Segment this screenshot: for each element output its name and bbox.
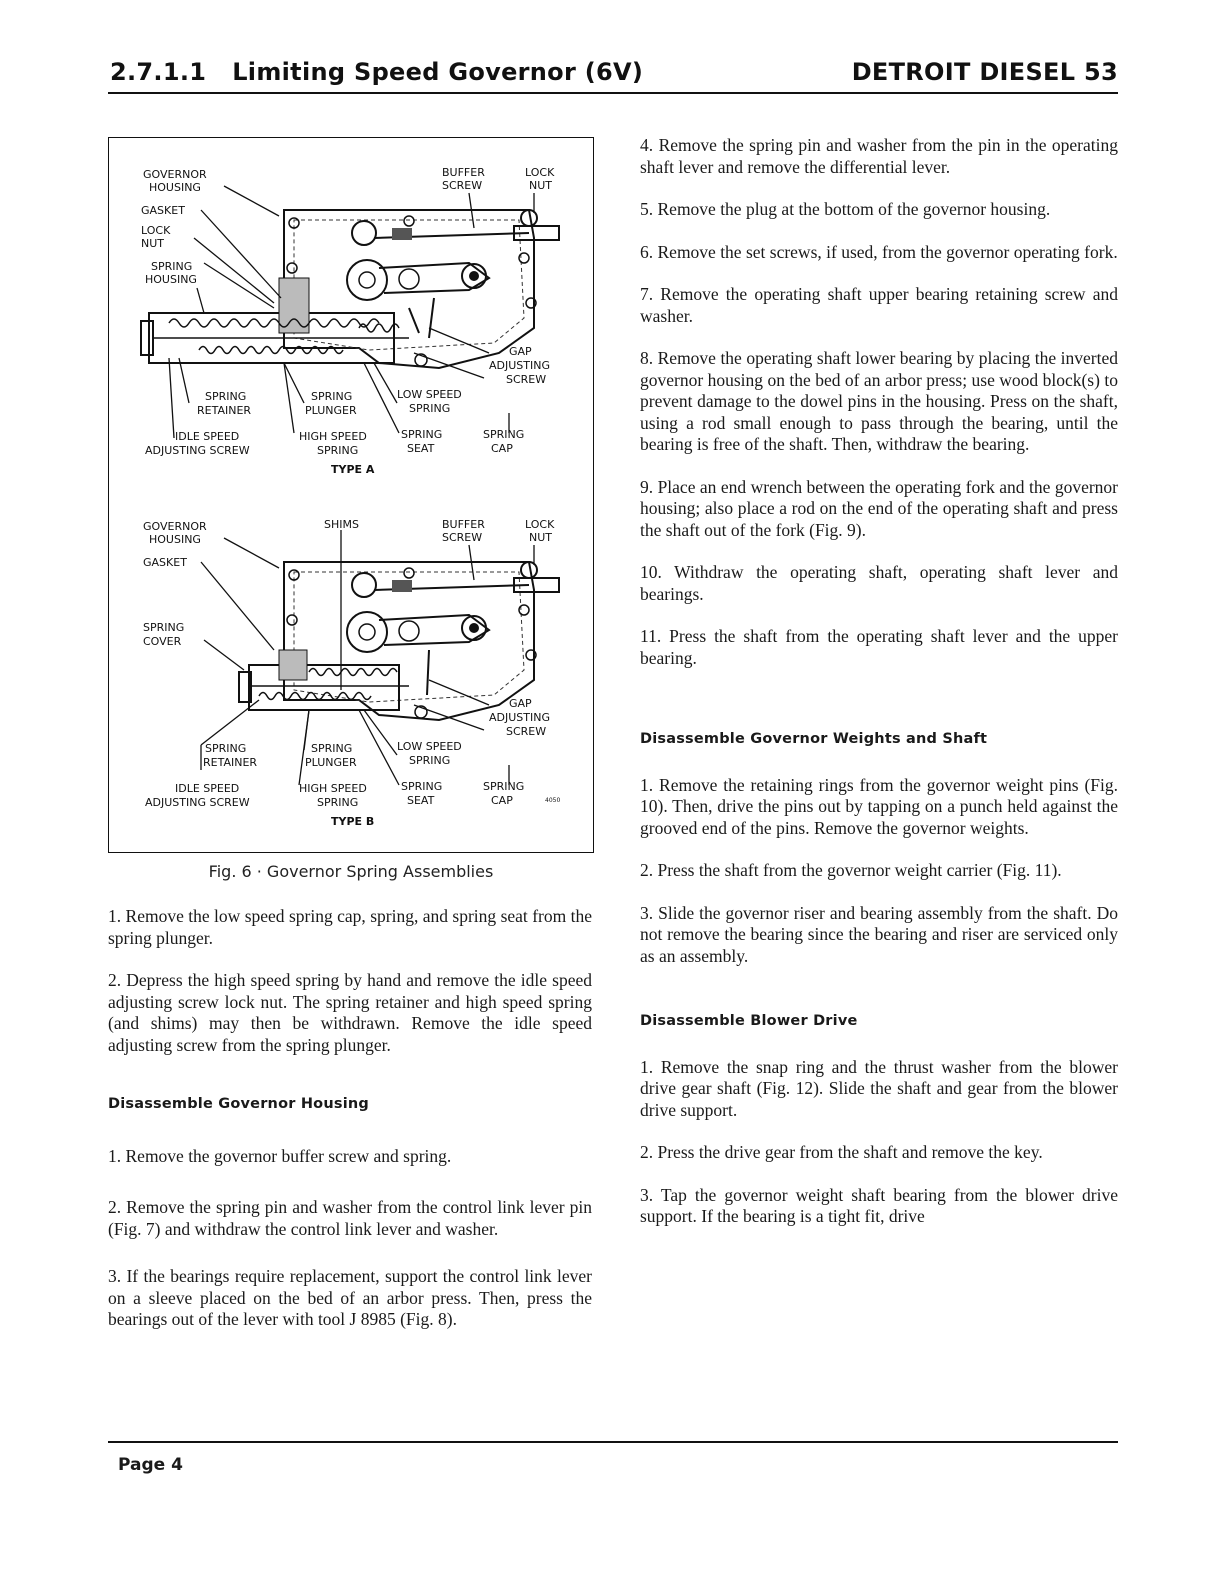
label-a-gap-2: ADJUSTING <box>489 359 550 372</box>
label-b-spring-cap-1: SPRING <box>483 780 525 793</box>
section-title: 2.7.1.1 Limiting Speed Governor (6V) <box>110 58 644 86</box>
label-b-spring-cover-1: SPRING <box>143 621 185 634</box>
label-a-spring-seat-2: SEAT <box>407 442 435 455</box>
label-b-high-speed-1: HIGH SPEED <box>299 782 367 795</box>
label-a-lock-nut-right-2: NUT <box>529 179 552 192</box>
label-a-gap-3: SCREW <box>506 373 547 386</box>
label-b-spring-retainer-2: RETAINER <box>203 756 258 769</box>
weights-step-1: 1. Remove the retaining rings from the governor weight pins (Fig. 10). Then, drive the pins out by tapping on a punch held against the grooved end of the pins. Remove the governor weights. <box>640 774 1118 838</box>
label-b-buffer-screw-2: SCREW <box>442 531 483 544</box>
label-a-gap-1: GAP <box>509 345 532 358</box>
label-type-a: TYPE A <box>331 463 375 476</box>
label-a-spring-plunger-1: SPRING <box>311 390 353 403</box>
blower-step-1: 1. Remove the snap ring and the thrust washer from the blower drive gear shaft (Fig. 12). Slide the shaft and gear from the blower drive support. <box>640 1056 1118 1120</box>
right-step-9: 9. Place an end wrench between the operating fork and the governor housing; also place a rod on the end of the operating shaft and press the shaft out of the fork (Fig. 9). <box>640 476 1118 540</box>
label-a-gasket: GASKET <box>141 204 185 217</box>
label-b-low-speed-1: LOW SPEED <box>397 740 462 753</box>
label-a-buffer-screw-1: BUFFER <box>442 166 485 179</box>
page-number: Page 4 <box>118 1455 183 1475</box>
heading-disassemble-blower-drive: Disassemble Blower Drive <box>640 1013 858 1029</box>
type-a-diagram <box>141 166 559 476</box>
type-b-diagram <box>143 518 560 828</box>
label-a-lock-nut-1: LOCK <box>141 224 171 237</box>
label-b-spring-seat-2: SEAT <box>407 794 435 807</box>
label-b-gap-1: GAP <box>509 697 532 710</box>
left-step-1: 1. Remove the low speed spring cap, spring, and spring seat from the spring plunger. <box>108 906 592 948</box>
label-a-spring-retainer-2: RETAINER <box>197 404 252 417</box>
label-a-governor-housing-1: GOVERNOR <box>143 168 207 181</box>
housing-step-1: 1. Remove the governor buffer screw and spring. <box>108 1145 452 1166</box>
right-step-5: 5. Remove the plug at the bottom of the governor housing. <box>640 199 1051 219</box>
label-a-low-speed-2: SPRING <box>409 402 451 415</box>
label-a-spring-retainer-1: SPRING <box>205 390 247 403</box>
right-step-4: 4. Remove the spring pin and washer from the pin in the operating shaft lever and remove the differential lever. <box>640 135 1118 177</box>
label-b-gasket: GASKET <box>143 556 187 569</box>
housing-step-3: 3. If the bearings require replacement, support the control link lever on a sleeve placed on the bed of an arbor press. Then, press the bearings out of the lever with tool J 8985 (Fig. 8). <box>108 1266 592 1329</box>
figure-governor-spring-assemblies <box>108 137 594 853</box>
label-b-high-speed-2: SPRING <box>317 796 359 809</box>
brand-title: DETROIT DIESEL 53 <box>851 58 1118 86</box>
label-b-lock-nut-right-2: NUT <box>529 531 552 544</box>
label-a-spring-seat-1: SPRING <box>401 428 443 441</box>
right-step-6: 6. Remove the set screws, if used, from the governor operating fork. <box>640 241 1118 262</box>
label-b-idle-speed-1: IDLE SPEED <box>175 782 240 795</box>
label-b-governor-housing-2: HOUSING <box>149 533 201 546</box>
blower-step-3: 3. Tap the governor weight shaft bearing from the blower drive support. If the bearing is a tight fit, drive <box>640 1184 1118 1226</box>
label-a-high-speed-2: SPRING <box>317 444 359 457</box>
label-b-spring-seat-1: SPRING <box>401 780 443 793</box>
header-rule <box>108 92 1118 94</box>
label-b-spring-cap-2: CAP <box>491 794 513 807</box>
label-b-idle-speed-2: ADJUSTING SCREW <box>145 796 250 809</box>
label-b-shims: SHIMS <box>324 518 359 531</box>
right-step-10: 10. Withdraw the operating shaft, operating shaft lever and bearings. <box>640 562 1118 604</box>
label-a-spring-cap-2: CAP <box>491 442 513 455</box>
label-a-spring-housing-1: SPRING <box>151 260 193 273</box>
label-a-governor-housing-2: HOUSING <box>149 181 201 194</box>
label-a-idle-speed-1: IDLE SPEED <box>175 430 240 443</box>
label-a-high-speed-1: HIGH SPEED <box>299 430 367 443</box>
label-a-spring-housing-2: HOUSING <box>145 273 197 286</box>
label-b-low-speed-2: SPRING <box>409 754 451 767</box>
right-step-11: 11. Press the shaft from the operating shaft lever and the upper bearing. <box>640 626 1118 668</box>
label-b-buffer-screw-1: BUFFER <box>442 518 485 531</box>
left-column <box>108 906 592 1352</box>
label-b-spring-plunger-2: PLUNGER <box>305 756 357 769</box>
figure-caption: Fig. 6 · Governor Spring Assemblies <box>208 862 494 881</box>
label-a-idle-speed-2: ADJUSTING SCREW <box>145 444 250 457</box>
footer-rule <box>108 1441 1118 1443</box>
label-b-lock-nut-right-1: LOCK <box>525 518 555 531</box>
label-type-b: TYPE B <box>331 815 375 828</box>
weights-step-2: 2. Press the shaft from the governor weight carrier (Fig. 11). <box>640 860 1062 880</box>
label-a-spring-cap-1: SPRING <box>483 428 525 441</box>
figure-code: 4050 <box>545 797 561 804</box>
right-step-7: 7. Remove the operating shaft upper bearing retaining screw and washer. <box>640 284 1118 326</box>
left-step-2: 2. Depress the high speed spring by hand and remove the idle speed adjusting screw lock nut. The spring retainer and high speed spring (and shims) may then be withdrawn. Remove the idle speed adjusting screw from the spring plunger. <box>108 970 592 1055</box>
weights-step-3: 3. Slide the governor riser and bearing assembly from the shaft. Do not remove the bearing since the bearing and riser are serviced only as an assembly. <box>640 902 1118 966</box>
label-a-spring-plunger-2: PLUNGER <box>305 404 357 417</box>
blower-step-2: 2. Press the drive gear from the shaft and remove the key. <box>640 1142 1043 1162</box>
heading-disassemble-governor-housing: Disassemble Governor Housing <box>108 1096 369 1112</box>
right-step-8: 8. Remove the operating shaft lower bearing by placing the inverted governor housing on the bed of an arbor press; use wood block(s) to prevent damage to the dowel pins in the housing. Press on the shaft, using a rod small enough to pass through the bearing, until the bearing is free of the shaft. Then, withdraw the bearing. <box>640 348 1118 454</box>
label-a-lock-nut-2: NUT <box>141 237 164 250</box>
right-column <box>640 135 1118 1249</box>
label-b-spring-plunger-1: SPRING <box>311 742 353 755</box>
label-a-low-speed-1: LOW SPEED <box>397 388 462 401</box>
housing-step-2: 2. Remove the spring pin and washer from the control link lever pin (Fig. 7) and withdraw the control link lever and washer. <box>108 1197 592 1239</box>
label-a-lock-nut-right-1: LOCK <box>525 166 555 179</box>
label-b-gap-3: SCREW <box>506 725 547 738</box>
label-a-buffer-screw-2: SCREW <box>442 179 483 192</box>
label-b-spring-cover-2: COVER <box>143 635 182 648</box>
label-b-gap-2: ADJUSTING <box>489 711 550 724</box>
label-b-spring-retainer-1: SPRING <box>205 742 247 755</box>
label-b-governor-housing-1: GOVERNOR <box>143 520 207 533</box>
heading-disassemble-governor-weights: Disassemble Governor Weights and Shaft <box>640 731 988 747</box>
figure-diagram <box>109 138 593 852</box>
